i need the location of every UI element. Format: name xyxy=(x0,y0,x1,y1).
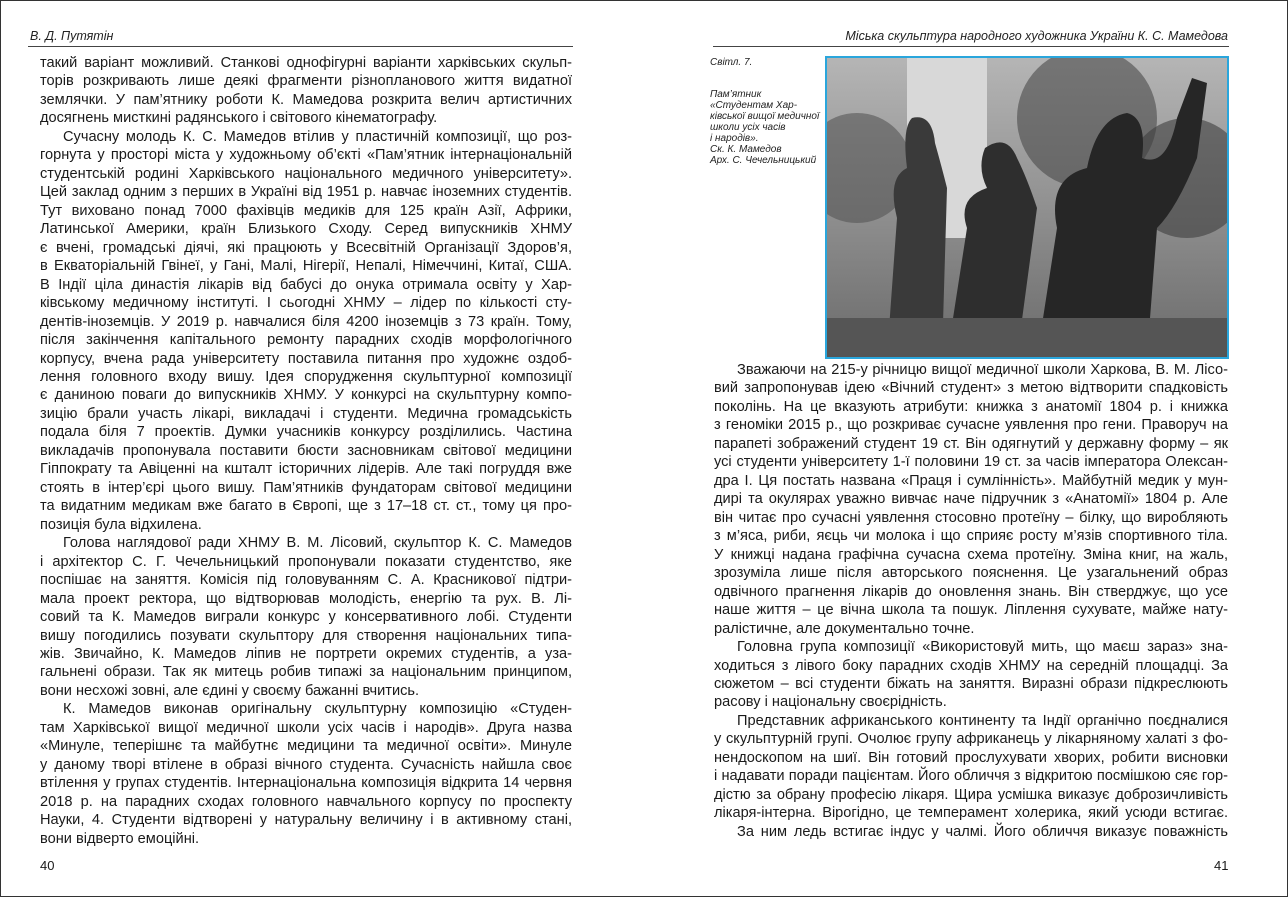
text-line: одвічного прагнення лікарів до оновлення знань. Він стверджує, що усе xyxy=(714,583,1228,600)
caption-line: Арх. С. Чечельницький xyxy=(710,155,817,166)
left-header-rule xyxy=(28,46,573,47)
text-line: дістю за обрану професію лікаря. Щира усмішка виказує доброзичливість xyxy=(714,786,1228,803)
text-line: втілення у групах студентів. Інтернаціональна композиція відкрита 14 червня xyxy=(40,775,572,792)
text-line: наше життя – це вічна школа та пошук. Ліплення сухувате, майже нату- xyxy=(714,602,1228,619)
text-line: сюжетом – всі студенти біжать на заняття. Виразні образи підкреслюють xyxy=(714,675,1228,692)
right-header-rule xyxy=(713,46,1229,47)
paragraph-first-line: Представник африканського континенту та Індії органічно поєдналися xyxy=(737,712,1228,729)
paragraph-first-line: Зважаючи на 215-у річницю вищої медичної школи Харкова, В. М. Лісо- xyxy=(737,362,1228,378)
text-line: лікаря-інтерна. Вірогідно, це темперамент холерика, який усюди встигає. xyxy=(714,805,1228,822)
text-line: дра І. Ця постать названа «Праця і сумлінність». Майбутній медик у мун- xyxy=(714,472,1228,489)
caption-line: Ск. К. Мамедов xyxy=(710,144,782,155)
text-line: подала біля 7 проектів. Думки учасників конкурсу розділились. Частина xyxy=(40,424,572,441)
text-line: гальнені образи. Так як митець робив типажі за національним принципом, xyxy=(40,664,572,681)
paragraph-first-line: Сучасну молодь К. С. Мамедов втілив у пластичній композиції, що роз- xyxy=(63,128,572,145)
sculpture-photo xyxy=(825,56,1229,359)
text-line: 2018 р. на парадних сходах головного навчального корпусу по проспекту xyxy=(40,793,572,810)
text-line: там Харківської вищої медичної школи усіх часів і народів». Друга назва xyxy=(40,719,572,736)
caption-line: «Студентам Хар- xyxy=(710,100,798,111)
caption-line: і народів». xyxy=(710,133,759,144)
text-line: він читає про сучасні уявлення стосовно протеїну – білку, що виробляють xyxy=(714,509,1228,526)
text-line: і надавати поради пацієнтам. Його обличчя з відкритою посмішкою сяє гор- xyxy=(714,768,1228,785)
right-page-body xyxy=(714,361,1228,841)
text-line: землячки. У пам’ятнику роботи К. Мамедова розкрита велич артистичних xyxy=(40,91,572,108)
text-line: після закінчення капітального ремонту парадних сходів морфологічного xyxy=(40,332,572,349)
text-line: жів. Звичайно, К. Мамедов ліпив не портрети окремих студентів, а уза- xyxy=(40,646,572,662)
figure-label: Світл. 7. xyxy=(710,57,753,68)
text-line: расову і національну своєрідність. xyxy=(714,694,947,711)
text-line: поспішає на заняття. Комісія під головуванням С. А. Красникової підтри- xyxy=(40,572,572,589)
text-line: та видатним медикам вже багато в Європі, ще з 17–18 ст. ст., тому ця про- xyxy=(40,498,572,515)
text-line: дентів-іноземців. У 2019 р. навчалися біля 4200 іноземців з 73 країн. Тому, xyxy=(40,313,572,330)
text-line: Тут виховано понад 7000 фахівців медиків для 125 країн Азії, Африки, xyxy=(40,202,572,219)
text-line: у скульптурній групі. Очолює групу африканець у лікарняному халаті з фо- xyxy=(714,731,1228,748)
paragraph-first-line: К. Мамедов виконав оригінальну скульптурну композицію «Студен- xyxy=(63,701,572,718)
caption-line: школи усіх часів xyxy=(710,122,786,133)
text-line: совий та К. Мамедов виграли конкурс у консервативного лобі. Студенти xyxy=(40,609,572,626)
text-line: вишу погодились позувати скульптору для створення національних типа- xyxy=(40,627,572,644)
text-line: лення головного входу вишу. Ідея спорудження скульптурної композиції xyxy=(40,368,572,385)
text-line: дирі та окулярах уважно вивчає наче підручник з «Анатомії» 1804 р. Але xyxy=(714,491,1228,508)
text-line: У книжці надана графічна сучасна схема протеїну. Зміна книг, на жаль, xyxy=(714,546,1228,563)
text-line: у даному творі втілене в образі вічного студента. Сучасність найшла своє xyxy=(40,756,572,773)
text-line: стоять в інтер’єрі цього вишу. Пам’ятників фундаторам світової медицини xyxy=(40,479,572,496)
paragraph-first-line: Голова наглядової ради ХНМУ В. М. Лісовий, скульптор К. С. Мамедов xyxy=(63,535,572,552)
text-line: є даниною поваги до випускників ХНМУ. У конкурсі на скульптурну компо- xyxy=(40,387,572,404)
text-line: усі студенти університету 1-ї половини 19 ст. за часів імператора Олексан- xyxy=(714,454,1228,471)
paragraph-first-line: Головна група композиції «Використовуй мить, що маєш зараз» зна- xyxy=(737,639,1228,656)
text-line: ходиться з лівого боку парадних сходів ХНМУ на середній площадці. За xyxy=(714,657,1228,674)
text-line: торів розкривають лише деякі фрагменти різнопланового життя видатної xyxy=(40,73,572,90)
text-line: досягнень мисткині радянського і світового кінематографу. xyxy=(40,110,438,127)
text-line: Науки, 4. Студенти відтворені у натуральну величину і в активному стані, xyxy=(40,812,572,829)
right-page-number: 41 xyxy=(1214,858,1229,873)
text-line: студентській родині Харківського національного медичного університету». xyxy=(40,165,572,182)
text-line: є вчені, громадські діячі, які працюють у Всесвітній Організації Здоров’я, xyxy=(40,239,572,256)
text-line: вий запропонував ідею «Вічний студент» з метою відтворити спадковість xyxy=(714,380,1228,397)
text-line: з геноміки 2015 р., що розкриває сучасне уявлення про гени. Праворуч на xyxy=(714,417,1228,434)
text-line: в Екваторіальній Гвінеї, у Гані, Малі, Нігерії, Непалі, Німеччині, Китаї, США. xyxy=(40,258,572,275)
text-line: корпусу, вчена рада університету поставила питання про художнє оздоб- xyxy=(40,350,572,367)
text-line: Цей заклад одним з перших в Україні від 1951 р. навчає іноземних студентів. xyxy=(40,184,572,201)
text-line: Гіппократу та Авіценні на кшталт історичних лідерів. Але такі погруддя вже xyxy=(40,461,572,478)
left-page-number: 40 xyxy=(40,858,55,873)
text-line: горнута у просторі міста у художньому об’єкті «Пам’ятник інтернаціональній xyxy=(40,147,572,164)
text-line: позиція була відхилена. xyxy=(40,516,202,533)
sculpture-image xyxy=(827,58,1227,357)
text-line: «Минуле, теперішнє та майбутнє медицини та медичної освіти». Минуле xyxy=(40,738,572,755)
text-line: мала проект ректора, що відтворював молодість, енергію та рух. В. Лі- xyxy=(40,590,572,607)
text-line: такий варіант можливий. Станкові однофігурні варіанти харківських скульп- xyxy=(40,55,572,71)
text-line: В Індії ціла династія лікарів від бабусі до онука отримала освіту у Хар- xyxy=(40,276,572,293)
text-line: нендоскопом на шиї. Він готовий прослухувати хворих, робити висновки xyxy=(714,749,1228,766)
left-running-header: В. Д. Путятін xyxy=(30,29,114,43)
figure-caption xyxy=(710,89,825,166)
text-line: і архітектор С. Г. Чечельницький пропонували показати студентство, яке xyxy=(40,553,572,570)
text-line: поколінь. На це вказують атрибути: книжка з анатомії 1804 р. і книжка xyxy=(714,398,1228,415)
text-line: зрозуміла лише після авторського пояснення. Це узагальнений образ xyxy=(714,565,1228,582)
caption-line: ківської вищої медичної xyxy=(710,111,820,122)
text-line: зицію брали участь лікарі, викладачі і студенти. Медична громадськість xyxy=(40,405,572,422)
text-line: парапеті зображений студент 19 ст. Він одягнутий у державну форму – як xyxy=(714,435,1228,452)
right-running-header: Міська скульптура народного художника України К. С. Мамедова xyxy=(845,29,1228,43)
text-line: вони несхожі зовні, але єдині у своєму бажанні вчитись. xyxy=(40,682,420,699)
text-line: з м’яса, риби, яєць чи молока і що сприяє росту м’язів спортивного тіла. xyxy=(714,528,1228,545)
text-line: ралістичне, але документально точне. xyxy=(714,620,975,637)
left-page-body xyxy=(40,54,572,848)
paragraph-first-line: За ним ледь встигає індус у чалмі. Його обличчя виказує поважність xyxy=(737,823,1228,840)
caption-line: Пам’ятник xyxy=(710,89,762,100)
text-line: викладачів пропонувала поставити бюсти засновникам світової медицини xyxy=(40,442,572,459)
text-line: ківському медичному інституті. І сьогодні ХНМУ – лідер по кількості сту- xyxy=(40,295,572,312)
text-line: Латинської Америки, країн Близького Сходу. Серед випускників ХНМУ xyxy=(40,221,572,238)
text-line: вони відверто емоційні. xyxy=(40,830,200,847)
